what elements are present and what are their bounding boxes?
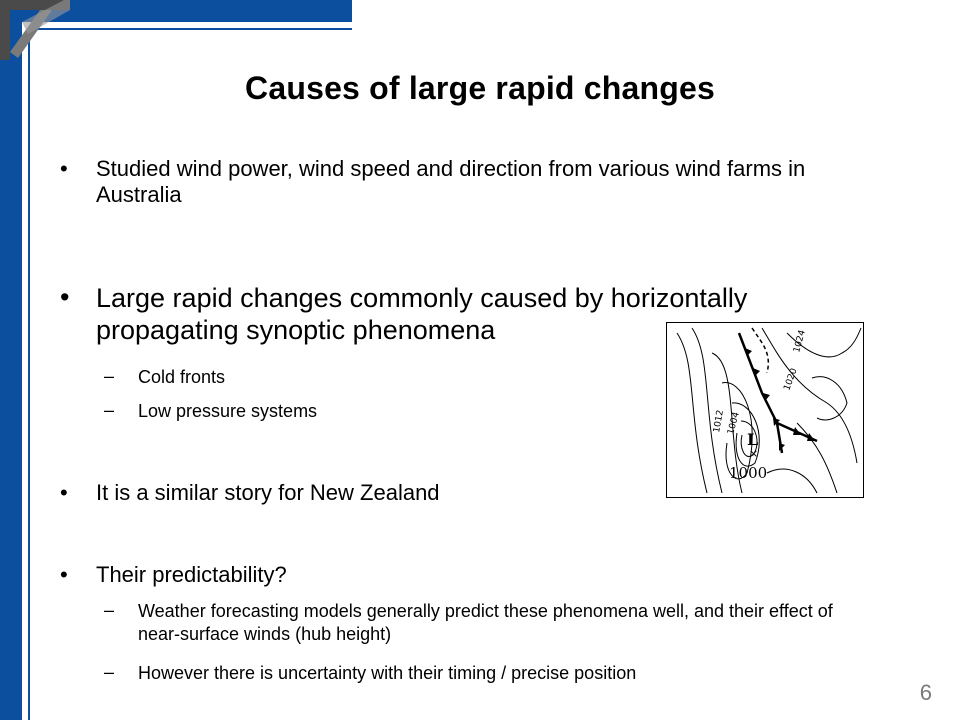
isobar-label: 1004 [726, 411, 742, 436]
sub-item [104, 662, 636, 685]
bullet-marker: • [60, 562, 68, 587]
sub-text: Low pressure systems [138, 401, 318, 421]
bullet-marker: • [60, 480, 68, 505]
frame-inner-vertical-line [28, 28, 30, 720]
isobar-label: 1012 [712, 409, 726, 434]
bullet-item [60, 562, 287, 588]
isobar-label: 1024 [792, 329, 808, 354]
sub-marker: – [104, 400, 115, 420]
sub-text: Cold fronts [138, 367, 226, 387]
slide-title: Causes of large rapid changes [245, 70, 715, 106]
bullet-marker: • [60, 156, 68, 181]
synoptic-weather-map [666, 322, 864, 498]
frame-left-bar [0, 0, 22, 720]
sub-marker: – [104, 600, 115, 620]
sub-text: Weather forecasting models generally predict these phenomena well, and their effect of near-surface winds (hub height) [138, 601, 833, 645]
sub-marker: – [104, 366, 115, 386]
sub-item [104, 400, 317, 423]
sub-item [104, 600, 884, 647]
bullet-text: Their predictability? [96, 562, 287, 587]
low-pressure-marker: × [749, 447, 759, 460]
sub-item [104, 366, 225, 389]
bullet-marker: • [60, 282, 70, 312]
bullet-item [60, 156, 876, 209]
frame-inner-horizontal-line [28, 28, 352, 30]
page-number: 6 [919, 680, 932, 705]
bullet-text: Studied wind power, wind speed and direction from various wind farms in Australia [96, 156, 806, 208]
sub-marker: – [104, 662, 115, 682]
bullet-text: It is a similar story for New Zealand [96, 480, 440, 505]
sub-text: However there is uncertainty with their timing / precise position [138, 663, 637, 683]
bullet-text: Large rapid changes commonly caused by horizontally propagating synoptic phenomena [96, 283, 748, 346]
corner-decoration-icon [0, 0, 72, 60]
bullet-item [60, 480, 440, 506]
isobar-label: 1000 [729, 464, 768, 482]
isobar-label: 1020 [782, 367, 800, 393]
low-pressure-label: L [747, 430, 759, 449]
